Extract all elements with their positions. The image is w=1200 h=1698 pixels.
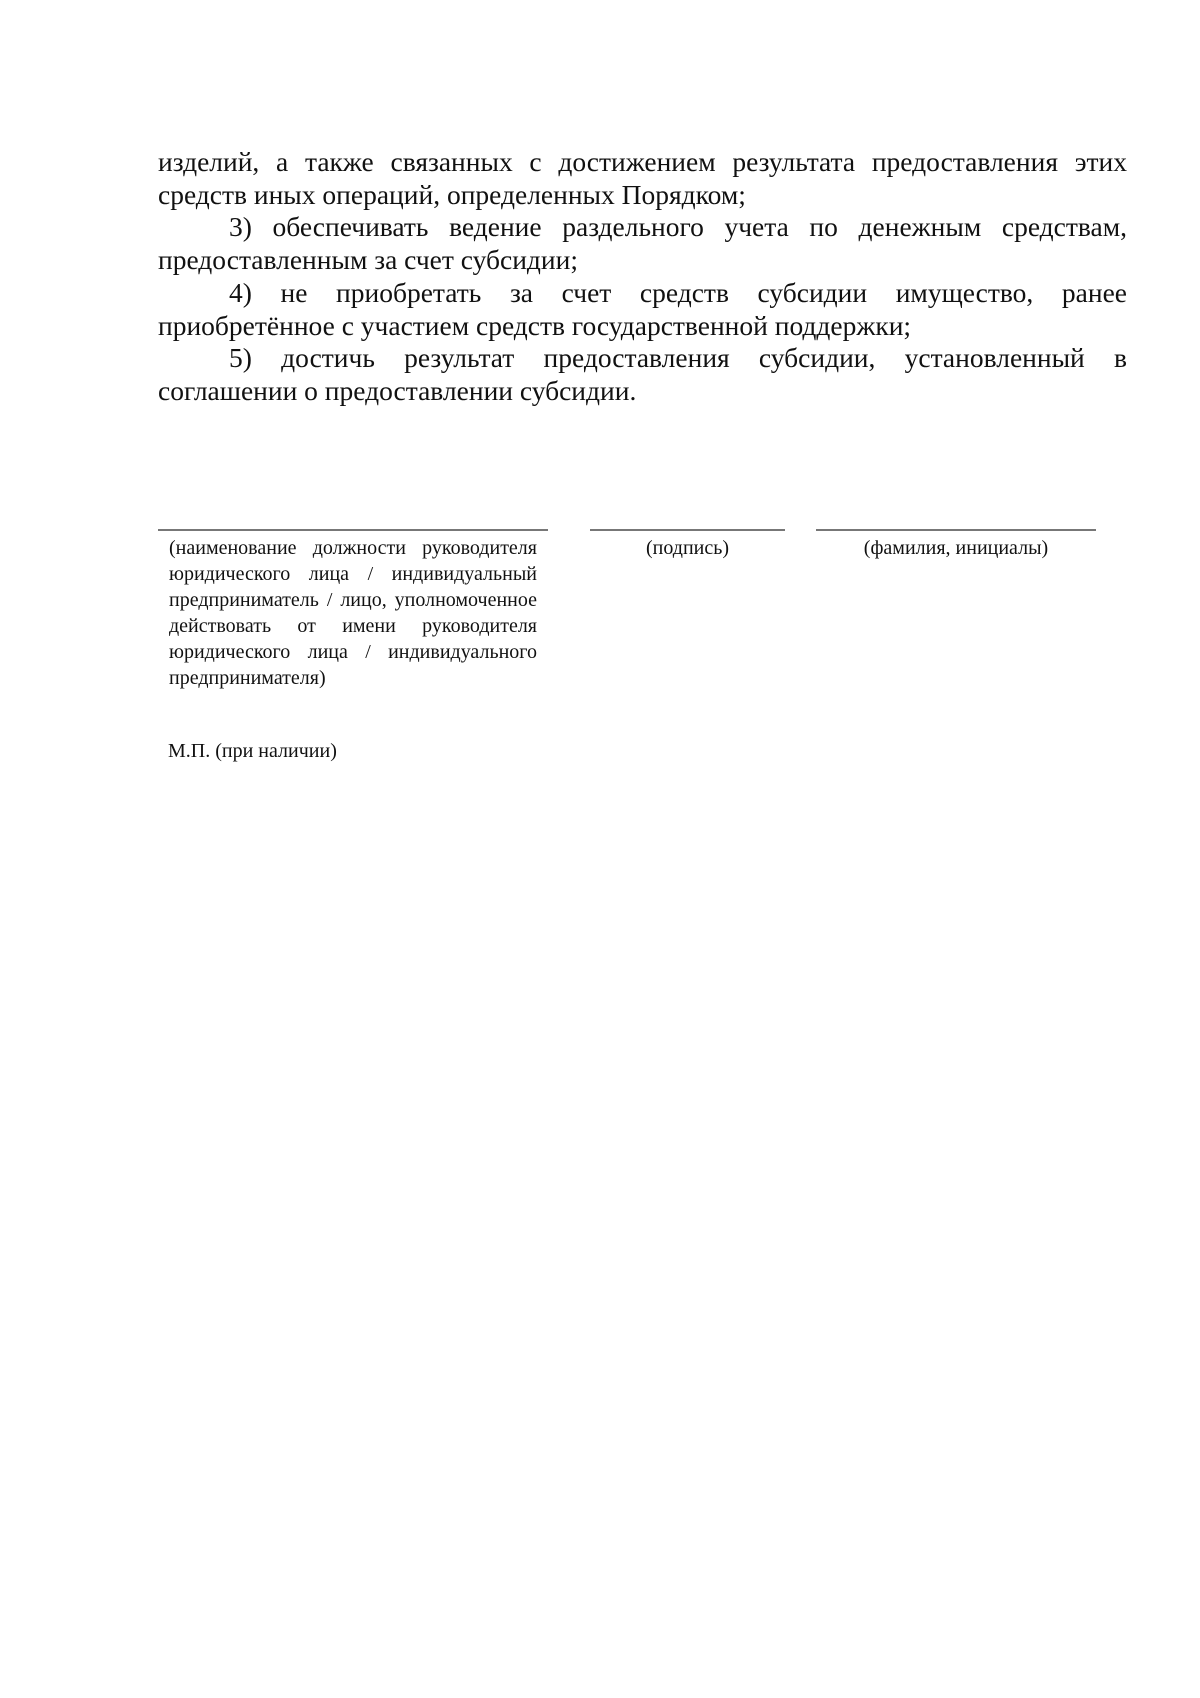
paragraph-item-4: 4) не приобретать за счет средств субсидии имущество, ранее приобретённое с участием средств государственной поддержки; (158, 276, 1127, 341)
name-caption: (фамилия, инициалы) (863, 537, 1049, 559)
position-signature-line (158, 529, 548, 691)
signature-line (590, 529, 785, 561)
paragraph-item-5: 5) достичь результат предоставления субсидии, установленный в соглашении о предоставлении субсидии. (158, 342, 1127, 406)
signature-caption: (подпись) (645, 537, 730, 559)
stamp-note: М.П. (при наличии) (168, 740, 337, 762)
document-body (158, 146, 1127, 408)
paragraph-item-3: 3) обеспечивать ведение раздельного учета по денежным средствам, предоставленным за счет субсидии; (158, 211, 1127, 276)
position-caption: (наименование должности руководителя юридического лица / индивидуальный предприниматель / лицо, уполномоченное действовать от имени руководителя юридического лица / индивидуального предпринимателя) (169, 537, 537, 689)
paragraph-continuation: изделий, а также связанных с достижением результата предоставления этих средств иных операций, определенных Порядком; (158, 146, 1127, 210)
name-signature-line (816, 529, 1096, 561)
